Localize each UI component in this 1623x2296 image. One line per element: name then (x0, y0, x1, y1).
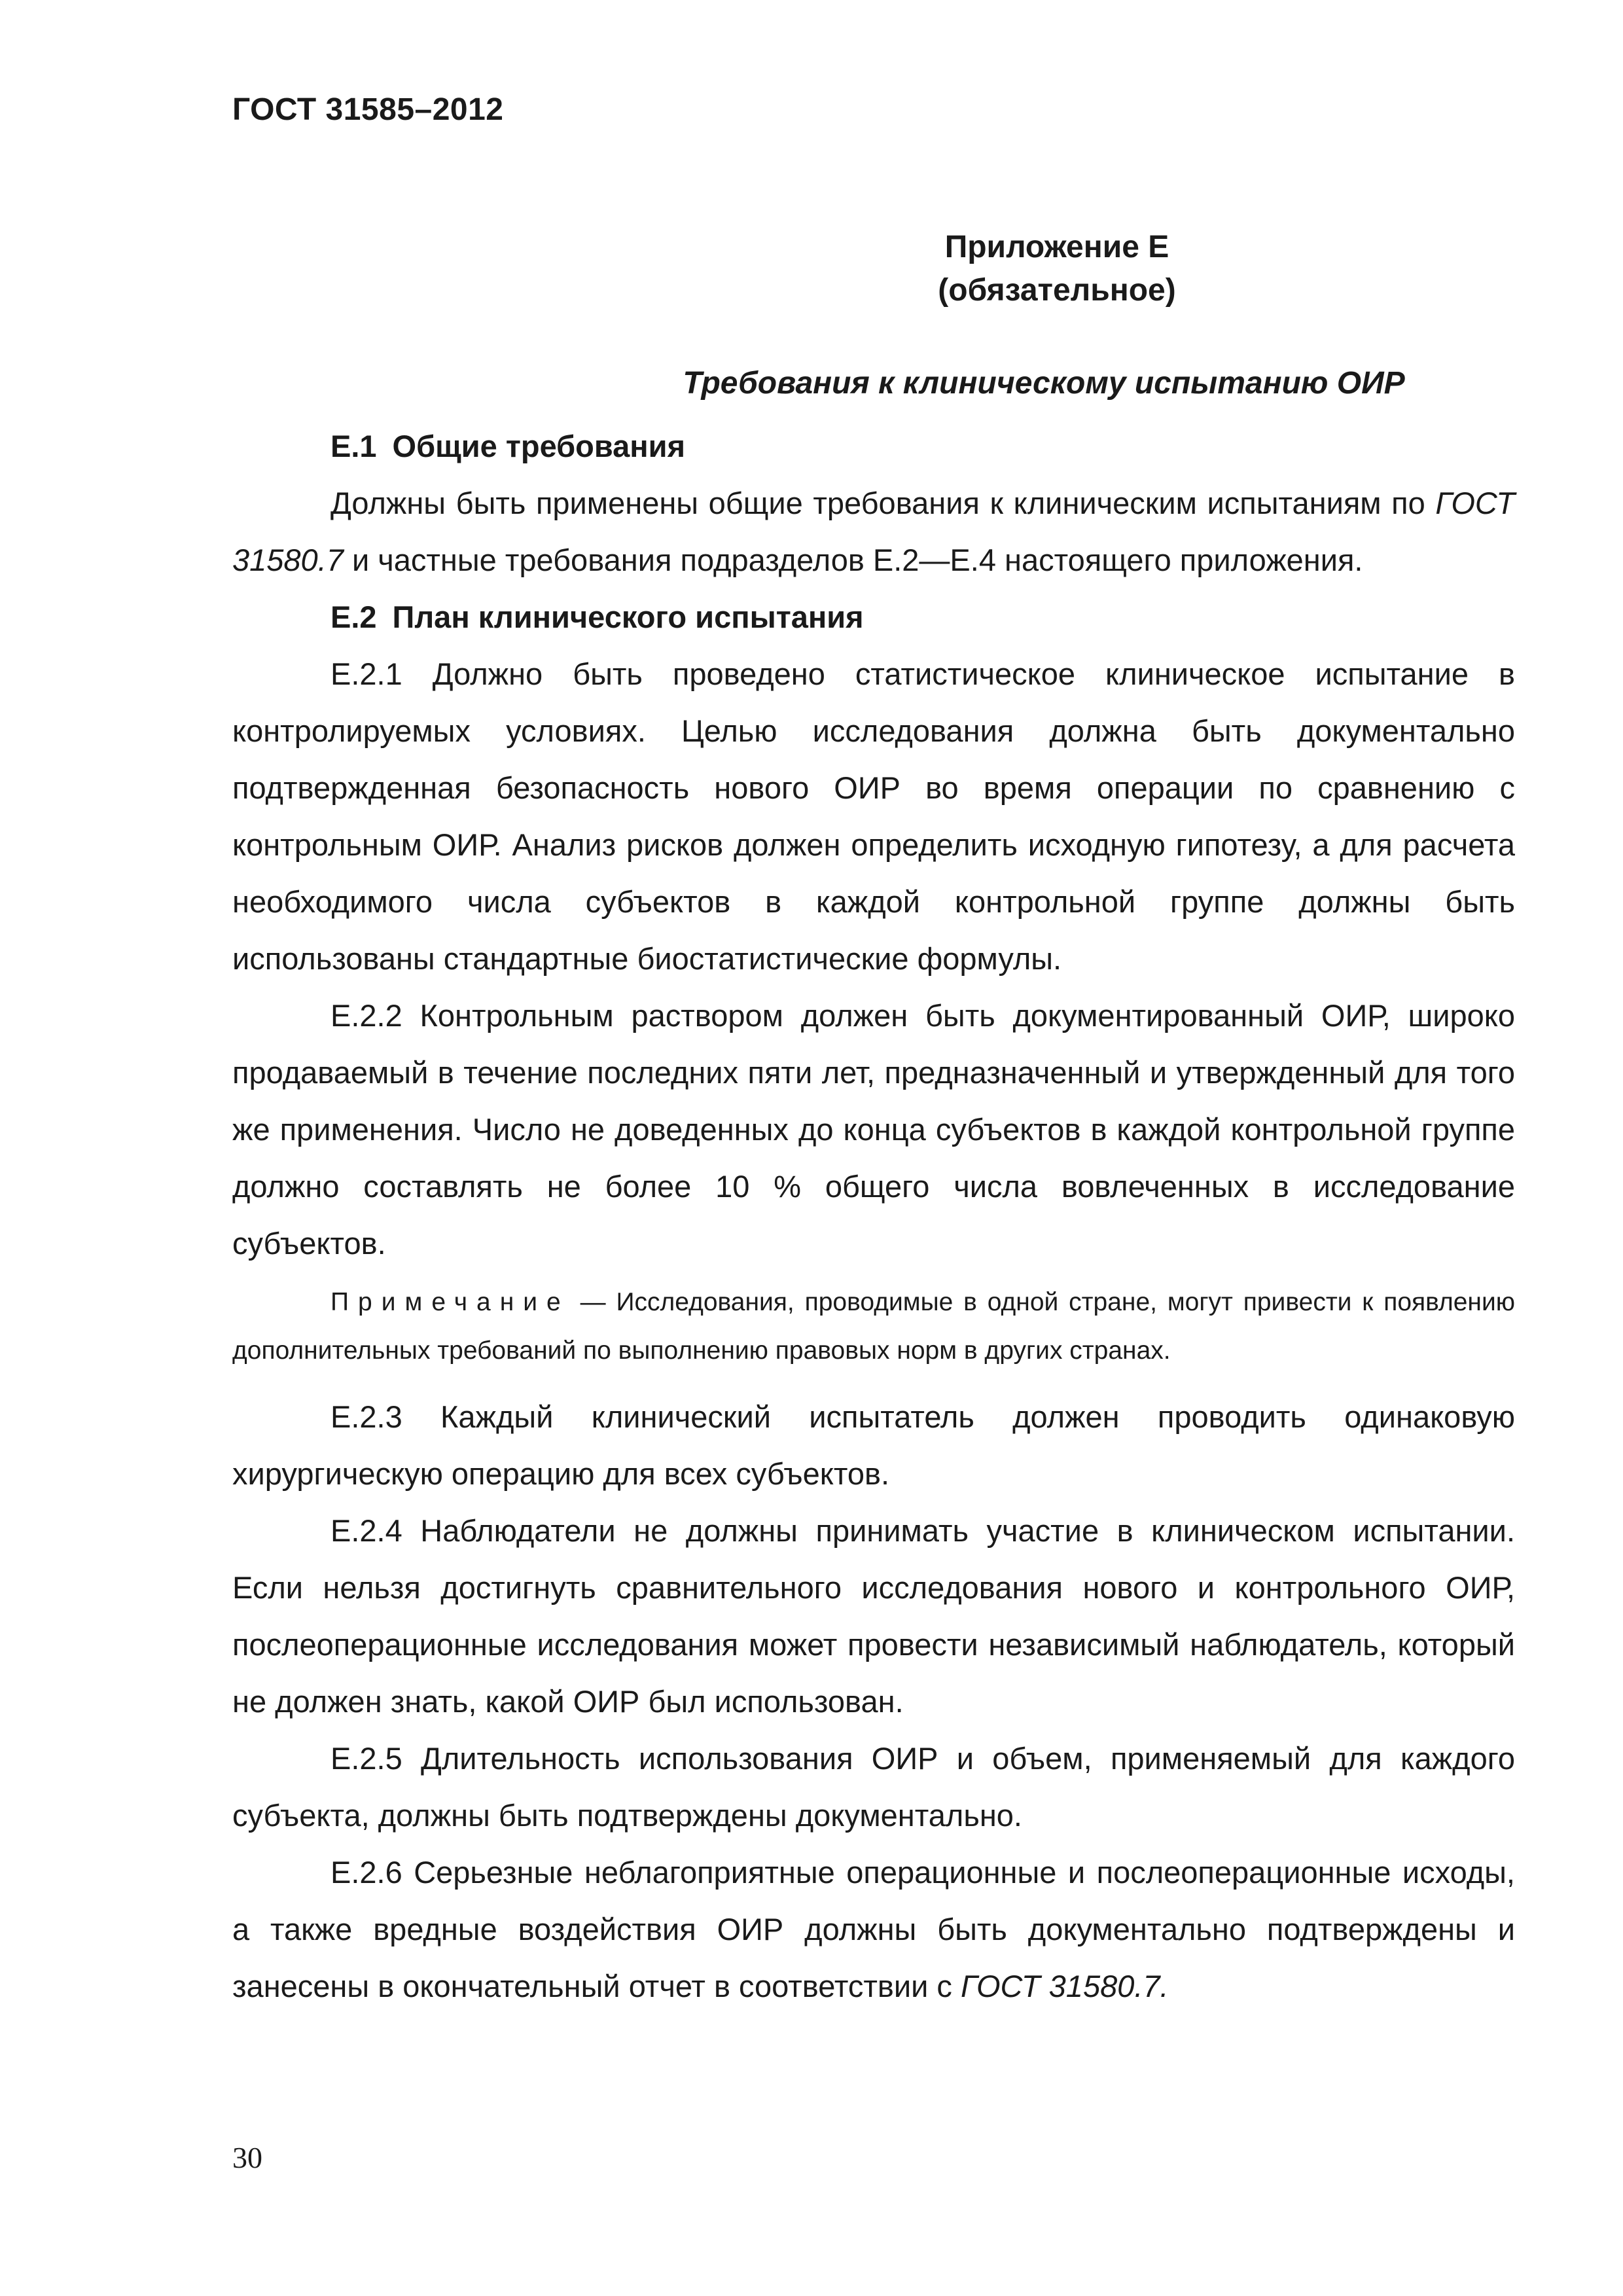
paragraph-text: и частные требования подразделов Е.2—Е.4 настоящего приложения. (343, 543, 1363, 577)
standard-designation: ГОСТ 31585–2012 (232, 92, 504, 127)
document-body (232, 418, 1515, 2015)
note-text: — Исследования, проводимые в одной стране, могут привести к появлению дополнительных требований по выполнению правовых норм в других странах. (232, 1288, 1515, 1365)
clause-e2-2: Е.2.2 Контрольным раствором должен быть документированный ОИР, широко продаваемый в течение последних пяти лет, предназначенный и утвержденный для того же применения. Число не доведенных до конца субъектов в каждой контрольной группе должно составлять не более 10 % общего числа вовлеченных в исследование субъектов. (232, 998, 1515, 1261)
standard-reference: ГОСТ 31580.7 (232, 486, 1515, 577)
clause-e2-4: Е.2.4 Наблюдатели не должны принимать участие в клиническом испытании. Если нельзя достигнуть сравнительного исследования нового и контрольного ОИР, послеоперационные исследования может провести независимый наблюдатель, который не должен знать, какой ОИР был использован. (232, 1513, 1515, 1719)
appendix-label: Приложение Е (944, 230, 1169, 264)
section-title: Общие требования (392, 429, 685, 463)
section-number: Е.1 (330, 429, 377, 463)
section-heading-e2 (232, 588, 1515, 645)
section-number: Е.2 (330, 600, 377, 634)
standard-reference: ГОСТ 31580.7. (960, 1969, 1169, 2003)
clause-e2-5: Е.2.5 Длительность использования ОИР и объем, применяемый для каждого субъекта, должны быть подтверждены документально. (232, 1741, 1515, 1833)
clause-e2-6 (232, 1844, 1515, 2015)
clause-text: Е.2.6 Серьезные неблагоприятные операционные и послеоперационные исходы, а также вредные воздействия ОИР должны быть документально подтверждены и занесены в окончательный отчет в соответствии с (232, 1855, 1515, 2003)
paragraph-e1 (232, 475, 1515, 588)
appendix-heading (232, 226, 1515, 312)
clause-e2-1: Е.2.1 Должно быть проведено статистическое клиническое испытание в контролируемых условиях. Целью исследования должна быть документально подтвержденная безопасность нового ОИР во время операции по сравнению с контрольным ОИР. Анализ рисков должен определить исходную гипотезу, а для расчета необходимого числа субъектов в каждой контрольной группе должны быть использованы стандартные биостатистические формулы. (232, 656, 1515, 976)
page-number: 30 (232, 2141, 262, 2174)
section-heading-e1 (232, 418, 1515, 475)
appendix-status: (обязательное) (938, 273, 1176, 308)
appendix-title-text: Требования к клиническому испытанию ОИР (683, 366, 1405, 401)
paragraph-text: Должны быть применены общие требования к клиническим испытаниям по (330, 486, 1436, 520)
note-label: Примечание (330, 1288, 570, 1316)
appendix-title (232, 365, 1515, 401)
section-title: План клинического испытания (392, 600, 864, 634)
clause-e2-3: Е.2.3 Каждый клинический испытатель должен проводить одинаковую хирургическую операцию для всех субъектов. (232, 1399, 1515, 1491)
note (232, 1278, 1515, 1375)
